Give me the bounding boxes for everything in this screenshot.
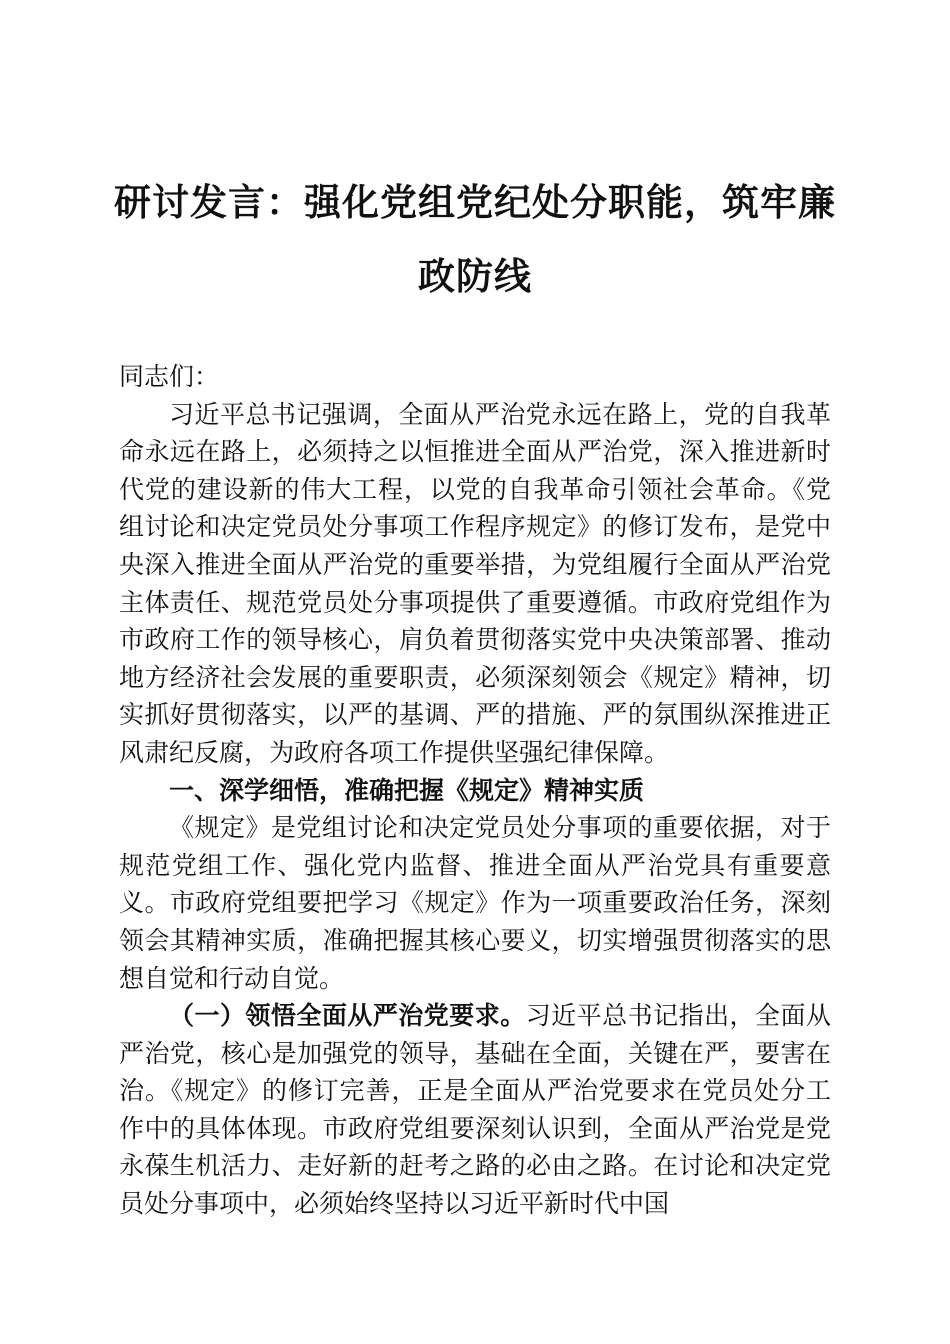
subsection-text: 习近平总书记指出，全面从严治党，核心是加强党的领导，基础在全面，关键在严，要害在治。《规定》的修订完善，正是全面从严治党要求在党员处分工作中的具体体现。市政府党组要深刻认识到，全面从严治党是党永葆生机活力、走好新的赶考之路的必由之路。在讨论和决定党员处分事项中，必须始终坚持以习近平新时代中国 <box>119 1001 831 1219</box>
subsection-lead: （一）领悟全面从严治党要求。 <box>169 1001 526 1031</box>
paragraph-intro: 习近平总书记强调，全面从严治党永远在路上，党的自我革命永远在路上，必须持之以恒推进全面从严治党，深入推进新时代党的建设新的伟大工程，以党的自我革命引领社会革命。《党组讨论和决定党员处分事项工作程序规定》的修订发布，是党中央深入推进全面从严治党的重要举措，为党组履行全面从严治党主体责任、规范党员处分事项提供了重要遵循。市政府党组作为市政府工作的领导核心，肩负着贯彻落实党中央决策部署、推动地方经济社会发展的重要职责，必须深刻领会《规定》精神，切实抓好贯彻落实，以严的基调、严的措施、严的氛围纵深推进正风肃纪反腐，为政府各项工作提供坚强纪律保障。 <box>119 399 831 767</box>
paragraph-subsection-1 <box>119 997 831 1223</box>
paragraph-section-1: 《规定》是党组讨论和决定党员处分事项的重要依据，对于规范党组工作、强化党内监督、推进全面从严治党具有重要意义。市政府党组要把学习《规定》作为一项重要政治任务，深刻领会其精神实质，准确把握其核心要义，切实增强贯彻落实的思想自觉和行动自觉。 <box>119 813 831 993</box>
salutation: 同志们： <box>119 362 220 391</box>
document-body <box>119 358 831 1223</box>
document-title: 研讨发言：强化党组党纪处分职能，筑牢廉政防线 <box>114 181 836 298</box>
section-heading-1: 一、深学细悟，准确把握《规定》精神实质 <box>169 775 645 805</box>
